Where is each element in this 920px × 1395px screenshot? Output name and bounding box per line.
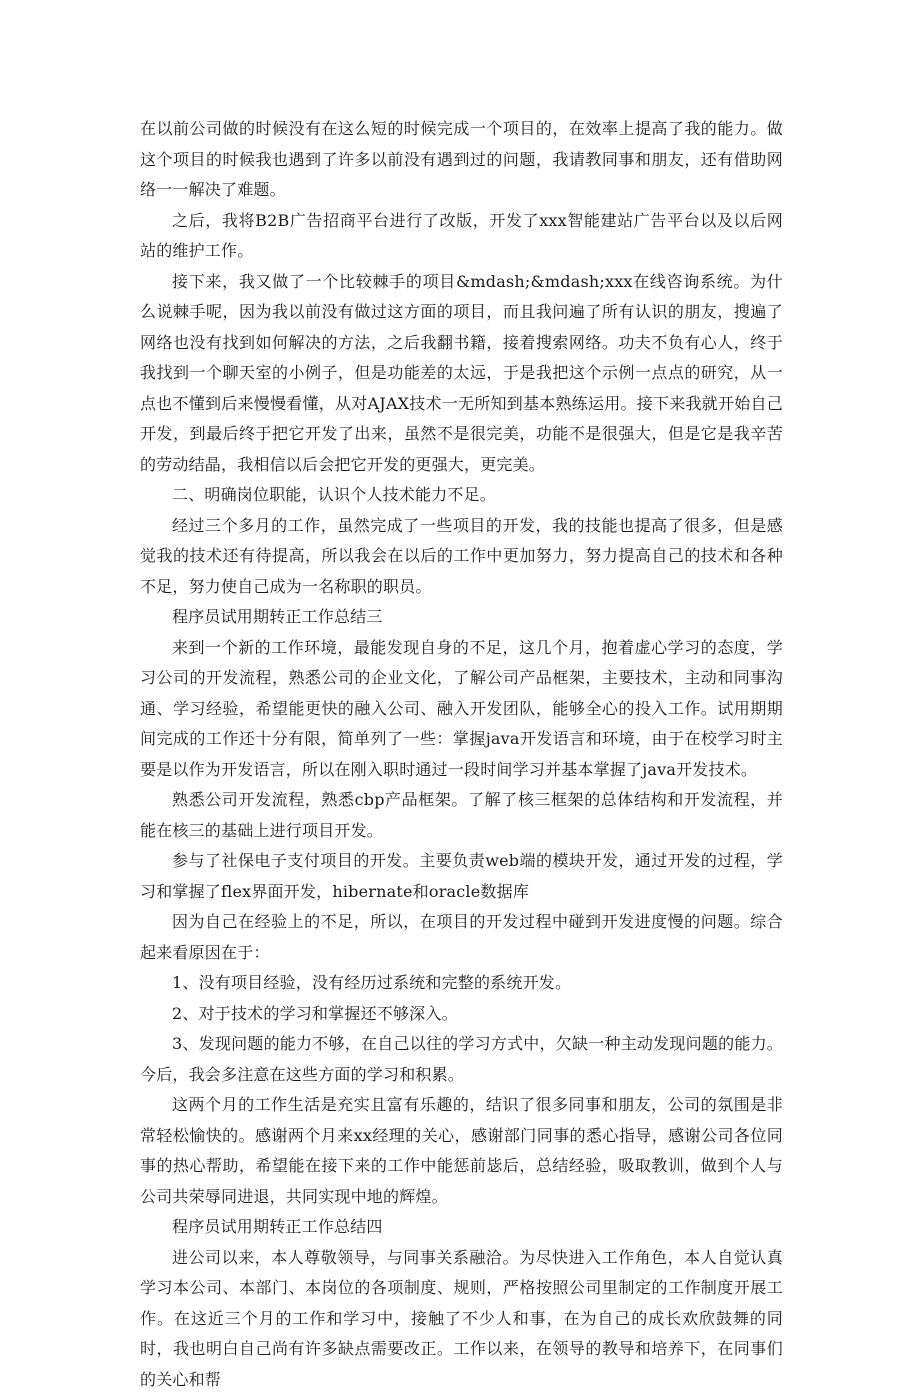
paragraph: 在以前公司做的时候没有在这么短的时候完成一个项目的，在效率上提高了我的能力。做这个项目的时候我也遇到了许多以前没有遇到过的问题，我请教同事和朋友，还有借助网络一一解决了难题。 [140,114,783,206]
section-title: 程序员试用期转正工作总结三 [140,602,783,633]
paragraph: 进公司以来，本人尊敬领导，与同事关系融洽。为尽快进入工作角色，本人自觉认真学习本公司、本部门、本岗位的各项制度、规则，严格按照公司里制定的工作制度开展工作。在这近三个月的工作和学习中，接触了不少人和事，在为自己的成长欢欣鼓舞的同时，我也明白自己尚有许多缺点需要改正。工作以来，在领导的教导和培养下，在同事们的关心和帮 [140,1243,783,1395]
paragraph: 这两个月的工作生活是充实且富有乐趣的，结识了很多同事和朋友，公司的氛围是非常轻松愉快的。感谢两个月来xx经理的关心，感谢部门同事的悉心指导，感谢公司各位同事的热心帮助，希望能在接下来的工作中能惩前毖后，总结经验，吸取教训，做到个人与公司共荣辱同进退，共同实现中地的辉煌。 [140,1090,783,1212]
document-body [140,114,783,1395]
paragraph: 熟悉公司开发流程，熟悉cbp产品框架。了解了核三框架的总体结构和开发流程，并能在核三的基础上进行项目开发。 [140,785,783,846]
paragraph: 因为自己在经验上的不足，所以，在项目的开发过程中碰到开发进度慢的问题。综合起来看原因在于： [140,907,783,968]
list-item: 1、没有项目经验，没有经历过系统和完整的系统开发。 [140,968,783,999]
list-item: 3、发现问题的能力不够，在自己以往的学习方式中，欠缺一种主动发现问题的能力。今后，我会多注意在这些方面的学习和积累。 [140,1029,783,1090]
section-title: 程序员试用期转正工作总结四 [140,1212,783,1243]
paragraph: 之后，我将B2B广告招商平台进行了改版，开发了xxx智能建站广告平台以及以后网站的维护工作。 [140,206,783,267]
paragraph: 参与了社保电子支付项目的开发。主要负责web端的模块开发，通过开发的过程，学习和掌握了flex界面开发，hibernate和oracle数据库 [140,846,783,907]
paragraph: 经过三个多月的工作，虽然完成了一些项目的开发，我的技能也提高了很多，但是感觉我的技术还有待提高，所以我会在以后的工作中更加努力，努力提高自己的技术和各种不足，努力使自己成为一名称职的职员。 [140,511,783,603]
paragraph: 接下来，我又做了一个比较棘手的项目&mdash;&mdash;xxx在线咨询系统。为什么说棘手呢，因为我以前没有做过这方面的项目，而且我问遍了所有认识的朋友，搜遍了网络也没有找到如何解决的方法，之后我翻书籍，接着搜索网络。功夫不负有心人，终于我找到一个聊天室的小例子，但是功能差的太远，于是我把这个示例一点点的研究，从一点也不懂到后来慢慢看懂，从对AJAX技术一无所知到基本熟练运用。接下来我就开始自己开发，到最后终于把它开发了出来，虽然不是很完美，功能不是很强大，但是它是我辛苦的劳动结晶，我相信以后会把它开发的更强大，更完美。 [140,267,783,481]
section-heading: 二、明确岗位职能，认识个人技术能力不足。 [140,480,783,511]
paragraph: 来到一个新的工作环境，最能发现自身的不足，这几个月，抱着虚心学习的态度，学习公司的开发流程，熟悉公司的企业文化，了解公司产品框架，主要技术，主动和同事沟通、学习经验，希望能更快的融入公司、融入开发团队，能够全心的投入工作。试用期期间完成的工作还十分有限，简单列了一些：掌握java开发语言和环境，由于在校学习时主要是以作为开发语言，所以在刚入职时通过一段时间学习并基本掌握了java开发技术。 [140,633,783,786]
list-item: 2、对于技术的学习和掌握还不够深入。 [140,999,783,1030]
